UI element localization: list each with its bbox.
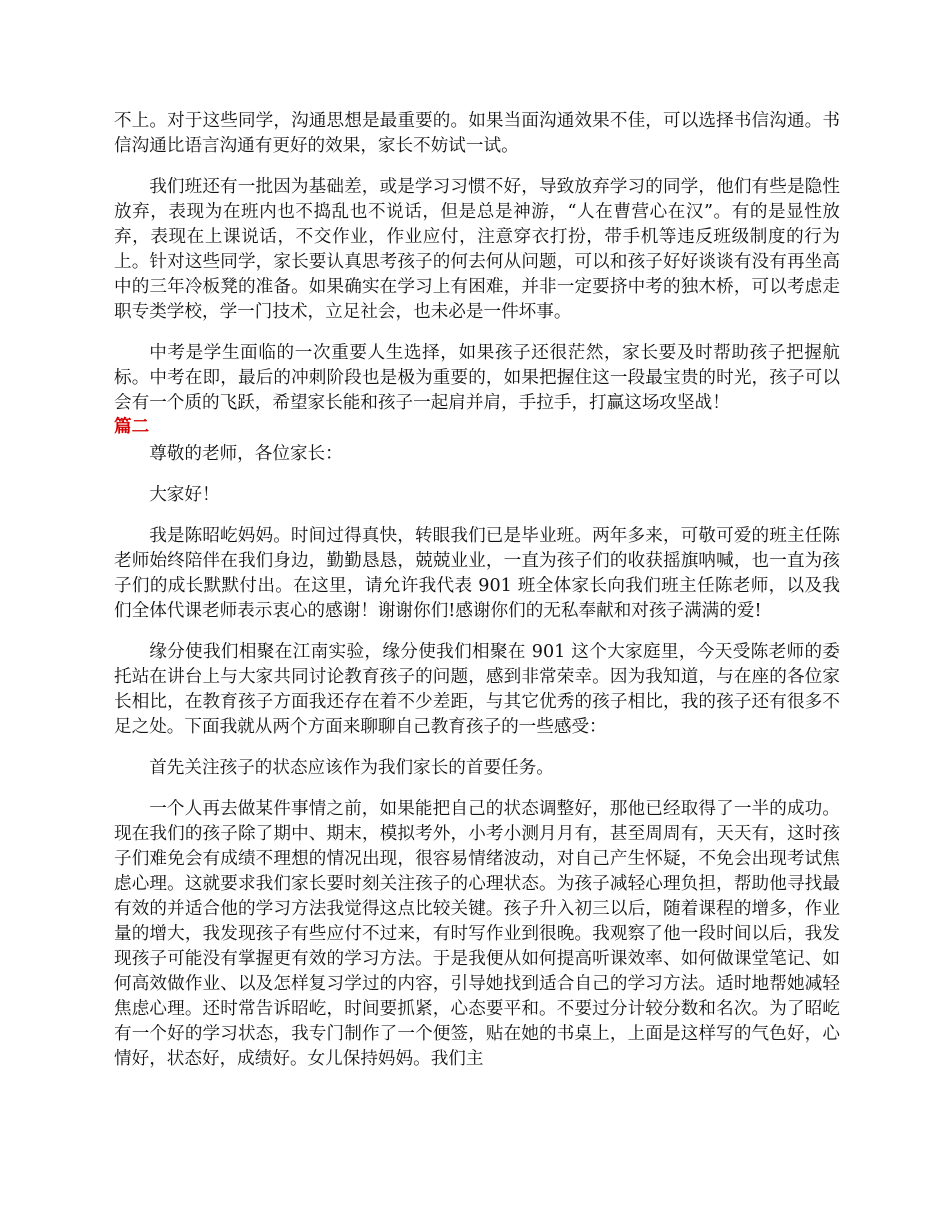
paragraph-first-point: 首先关注孩子的状态应该作为我们家长的首要任务。 [149, 758, 554, 778]
paragraph-giving-up-students: 我们班还有一批因为基础差，或是学习习惯不好，导致放弃学习的同学，他们有些是隐性放弃，表现为在班内也不捣乱也不说话，但是总是神游，“人在曹营心在汉”。有的是显性放弃，表现在上课说话，不交作业，作业应付，注意穿衣打扮，带手机等违反班级制度的行为上。针对这些同学，家长要认真思考孩子的何去何从问题，可以和孩子好好谈谈有没有再坐高中的三年冷板凳的准备。如果确实在学习上有困难，并非一定要挤中考的独木桥，可以考虑走职专类学校，学一门技术，立足社会，也未必是一件坏事。 [114, 177, 840, 322]
section-heading: 篇二 [114, 416, 150, 437]
paragraph-exam-choice: 中考是学生面临的一次重要人生选择，如果孩子还很茫然，家长要及时帮助孩子把握航标。中考在即，最后的冲刺阶段也是极为重要的，如果把握住这一段最宝贵的时光，孩子可以会有一个质的飞跃，希望家长能和孩子一起肩并肩，手拉手，打赢这场攻坚战！ [114, 343, 840, 413]
paragraph-state-adjustment: 一个人再去做某件事情之前，如果能把自己的状态调整好，那他已经取得了一半的成功。现在我们的孩子除了期中、期末，模拟考外，小考小测月月有，甚至周周有，天天有，这时孩子们难免会有成绩不理想的情况出现，很容易情绪波动，对自己产生怀疑，不免会出现考试焦虑心理。这就要求我们家长要时刻关注孩子的心理状态。为孩子减轻心理负担，帮助他寻找最有效的并适合他的学习方法我觉得这点比较关键。孩子升入初三以后，随着课程的增多，作业量的增大，我发现孩子有些应付不过来，有时写作业到很晚。我观察了他一段时间以后，我发现孩子可能没有掌握更有效的学习方法。于是我便从如何提高听课效率、如何做课堂笔记、如何高效做作业、以及怎样复习学过的内容，引导她找到适合自己的学习方法。适时地帮她减轻焦虑心理。还时常告诉昭屹，时间要抓紧，心态要平和。不要过分计较分数和名次。为了昭屹有一个好的学习状态，我专门制作了一个便签，贴在她的书桌上，上面是这样写的气色好，心情好，状态好，成绩好。女儿保持妈妈。我们主 [114, 799, 840, 1069]
paragraph-greeting: 大家好！ [149, 485, 220, 505]
paragraph-continuation: 不上。对于这些同学，沟通思想是最重要的。如果当面沟通效果不佳，可以选择书信沟通。书信沟通比语言沟通有更好的效果，家长不妨试一试。 [114, 111, 840, 156]
paragraph-salutation: 尊敬的老师，各位家长： [149, 444, 343, 464]
paragraph-introduction: 我是陈昭屹妈妈。时间过得真快，转眼我们已是毕业班。两年多来，可敬可爱的班主任陈老师始终陪伴在我们身边，勤勤恳恳，兢兢业业，一直为孩子们的收获摇旗呐喊，也一直为孩子们的成长默默付出。在这里，请允许我代表 901 班全体家长向我们班主任陈老师，以及我们全体代课老师表示衷心的感谢！谢谢你们!感谢你们的无私奉献和对孩子满满的爱! [114, 526, 840, 621]
paragraph-fate: 缘分使我们相聚在江南实验，缘分使我们相聚在 901 这个大家庭里，今天受陈老师的委托站在讲台上与大家共同讨论教育孩子的问题，感到非常荣幸。因为我知道，与在座的各位家长相比，在教育孩子方面我还存在着不少差距，与其它优秀的孩子相比，我的孩子还有很多不足之处。下面我就从两个方面来聊聊自己教育孩子的一些感受： [114, 642, 840, 737]
document-page [114, 109, 840, 1088]
